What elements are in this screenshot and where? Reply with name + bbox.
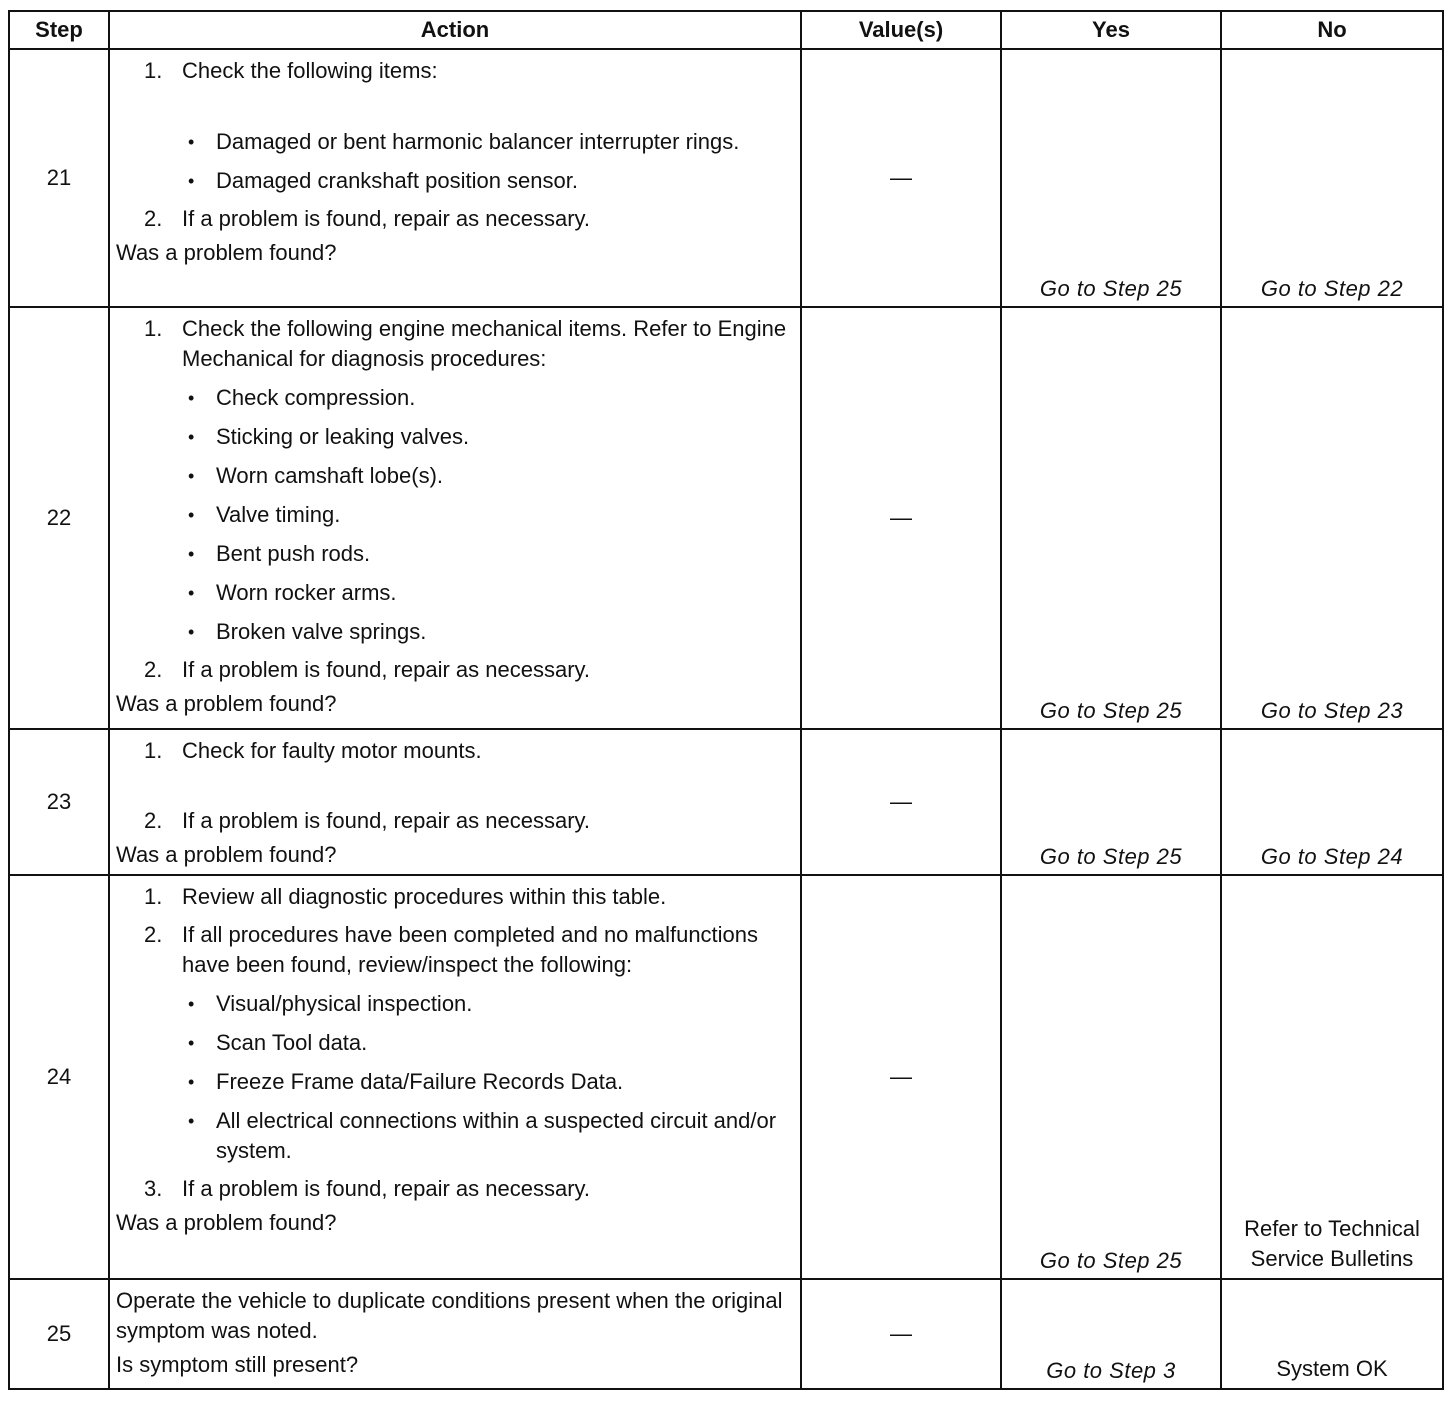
header-yes: Yes bbox=[1001, 11, 1221, 49]
list-item: 1. Check the following items: bbox=[144, 58, 438, 83]
yes-cell bbox=[1001, 875, 1221, 1279]
action-cell bbox=[109, 875, 801, 1279]
no-link[interactable]: Go to Step 23 bbox=[1260, 698, 1404, 723]
step-number: 24 bbox=[9, 875, 109, 1279]
bullet-item: • Damaged crankshaft position sensor. bbox=[188, 168, 578, 193]
yes-cell bbox=[1001, 1279, 1221, 1389]
table-row bbox=[9, 875, 1443, 1279]
no-link[interactable]: Go to Step 22 bbox=[1260, 276, 1404, 301]
list-item: 3. If a problem is found, repair as necessary. bbox=[144, 1176, 591, 1201]
bullet-item: • All electrical connections within a suspected circuit and/or system. bbox=[188, 1108, 777, 1163]
list-item: 1. Check the following engine mechanical items. Refer to Engine Mechanical for diagnosis procedures: bbox=[144, 316, 787, 371]
step-number: 21 bbox=[9, 49, 109, 307]
step-number: 23 bbox=[9, 729, 109, 875]
bullet-item: • Check compression. bbox=[188, 385, 416, 410]
action-text: Operate the vehicle to duplicate conditions present when the original symptom was noted. bbox=[116, 1288, 783, 1343]
table-row bbox=[9, 307, 1443, 729]
action-cell bbox=[109, 49, 801, 307]
bullet-item: • Scan Tool data. bbox=[188, 1030, 368, 1055]
bullet-item: • Freeze Frame data/Failure Records Data. bbox=[188, 1069, 624, 1094]
bullet-item: • Sticking or leaking valves. bbox=[188, 424, 470, 449]
value-cell: — bbox=[801, 729, 1001, 875]
bullet-item: • Worn rocker arms. bbox=[188, 580, 397, 605]
action-cell bbox=[109, 1279, 801, 1389]
bullet-item: • Worn camshaft lobe(s). bbox=[188, 463, 444, 488]
header-values: Value(s) bbox=[801, 11, 1001, 49]
question-text: Is symptom still present? bbox=[116, 1352, 359, 1377]
action-cell bbox=[109, 307, 801, 729]
header-row bbox=[9, 11, 1443, 49]
yes-link[interactable]: Go to Step 25 bbox=[1039, 698, 1183, 723]
question-text: Was a problem found? bbox=[116, 842, 337, 867]
no-cell bbox=[1221, 1279, 1443, 1389]
no-cell bbox=[1221, 875, 1443, 1279]
value-cell: — bbox=[801, 49, 1001, 307]
yes-link[interactable]: Go to Step 3 bbox=[1046, 1358, 1176, 1383]
yes-link[interactable]: Go to Step 25 bbox=[1039, 844, 1183, 869]
header-step: Step bbox=[9, 11, 109, 49]
yes-link[interactable]: Go to Step 25 bbox=[1039, 1248, 1183, 1273]
list-item: 1. Review all diagnostic procedures within this table. bbox=[144, 884, 667, 909]
list-item: 2. If a problem is found, repair as necessary. bbox=[144, 206, 591, 231]
list-item: 2. If a problem is found, repair as necessary. bbox=[144, 657, 591, 682]
no-cell bbox=[1221, 729, 1443, 875]
bullet-item: • Broken valve springs. bbox=[188, 619, 427, 644]
no-link[interactable]: Go to Step 24 bbox=[1260, 844, 1404, 869]
question-text: Was a problem found? bbox=[116, 691, 337, 716]
value-cell: — bbox=[801, 307, 1001, 729]
header-no: No bbox=[1221, 11, 1443, 49]
no-link[interactable]: System OK bbox=[1276, 1356, 1388, 1381]
yes-link[interactable]: Go to Step 25 bbox=[1039, 276, 1183, 301]
list-item: 2. If a problem is found, repair as necessary. bbox=[144, 808, 591, 833]
header-action: Action bbox=[109, 11, 801, 49]
value-cell: — bbox=[801, 1279, 1001, 1389]
step-number: 25 bbox=[9, 1279, 109, 1389]
no-cell bbox=[1221, 307, 1443, 729]
question-text: Was a problem found? bbox=[116, 1210, 337, 1235]
no-cell bbox=[1221, 49, 1443, 307]
yes-cell bbox=[1001, 49, 1221, 307]
table-row bbox=[9, 49, 1443, 307]
bullet-item: • Bent push rods. bbox=[188, 541, 371, 566]
action-cell bbox=[109, 729, 801, 875]
diagnostic-table bbox=[8, 10, 1444, 1390]
bullet-item: • Visual/physical inspection. bbox=[188, 991, 473, 1016]
list-item: 2. If all procedures have been completed and no malfunctions have been found, review/inspect the following: bbox=[144, 922, 759, 977]
table-row bbox=[9, 1279, 1443, 1389]
no-link[interactable]: Refer to Technical Service Bulletins bbox=[1244, 1216, 1420, 1271]
question-text: Was a problem found? bbox=[116, 240, 337, 265]
table-row bbox=[9, 729, 1443, 875]
bullet-item: • Valve timing. bbox=[188, 502, 341, 527]
step-number: 22 bbox=[9, 307, 109, 729]
list-item: 1. Check for faulty motor mounts. bbox=[144, 738, 482, 763]
yes-cell bbox=[1001, 307, 1221, 729]
bullet-item: • Damaged or bent harmonic balancer interrupter rings. bbox=[188, 129, 740, 154]
yes-cell bbox=[1001, 729, 1221, 875]
value-cell: — bbox=[801, 875, 1001, 1279]
